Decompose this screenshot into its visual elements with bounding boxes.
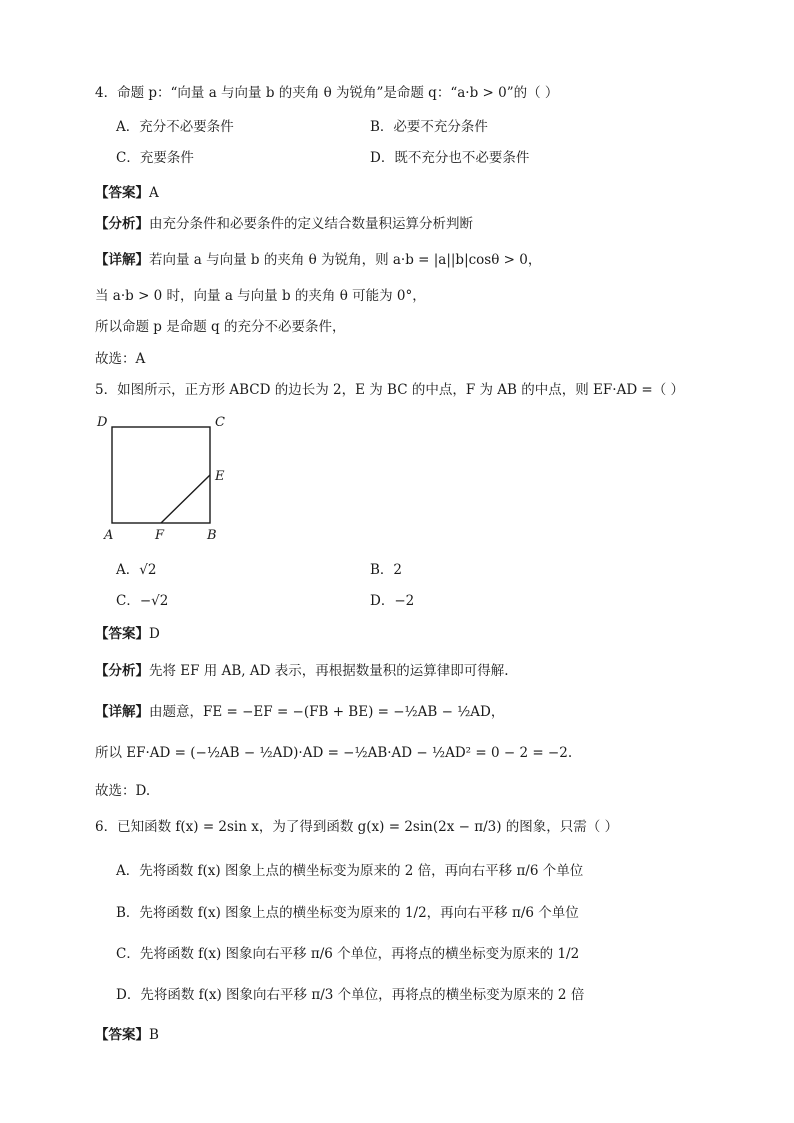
square-abcd [112, 427, 210, 523]
segment-ef [161, 475, 210, 523]
analysis-label: 【分析】 [95, 216, 149, 232]
q4-analysis [95, 215, 473, 233]
analysis-label: 【分析】 [95, 663, 149, 679]
answer-label: 【答案】 [95, 185, 149, 201]
label-c: C [215, 415, 225, 430]
label-a: A [104, 528, 114, 543]
q5-stem: 5．如图所示，正方形 ABCD 的边长为 2，E 为 BC 的中点，F 为 AB 的中点，则 EF·AD =（ ） [95, 382, 685, 398]
q5-analysis [95, 662, 509, 680]
answer-label: 【答案】 [95, 626, 149, 642]
q4-choice: 故选：A [95, 351, 146, 367]
q5-choice: 故选：D. [95, 783, 151, 799]
analysis-text: 由充分条件和必要条件的定义结合数量积运算分析判断 [149, 216, 473, 232]
q6-option-b: B．先将函数 f(x) 图象上点的横坐标变为原来的 1/2，再向右平移 π/6 个单位 [116, 905, 579, 921]
q4-answer [95, 184, 159, 202]
q4-option-d: D．既不充分也不必要条件 [370, 150, 530, 166]
q4-option-c: C．充要条件 [116, 150, 194, 166]
analysis-text: 先将 EF 用 AB, AD 表示，再根据数量积的运算律即可得解. [149, 663, 509, 679]
q6-option-a: A．先将函数 f(x) 图象上点的横坐标变为原来的 2 倍，再向右平移 π/6 个单位 [116, 863, 584, 879]
q4-option-b: B．必要不充分条件 [370, 119, 488, 135]
q6-option-c: C．先将函数 f(x) 图象向右平移 π/6 个单位，再将点的横坐标变为原来的 1/2 [116, 946, 580, 962]
q5-detail-1 [95, 703, 504, 721]
q4-detail-3: 所以命题 p 是命题 q 的充分不必要条件， [95, 319, 346, 335]
detail-label: 【详解】 [95, 704, 149, 720]
q4-detail-1 [95, 251, 541, 269]
label-d: D [97, 415, 108, 430]
label-b: B [207, 528, 217, 543]
q6-stem: 6．已知函数 f(x) = 2sin x，为了得到函数 g(x) = 2sin(2x − π/3) 的图象，只需（ ） [95, 819, 619, 835]
q5-detail-2: 所以 EF·AD = (−½AB − ½AD)·AD = −½AB·AD − ½AD² = 0 − 2 = −2. [95, 745, 573, 761]
label-f: F [155, 528, 165, 543]
answer-value: D [149, 626, 160, 642]
q6-option-d: D．先将函数 f(x) 图象向右平移 π/3 个单位，再将点的横坐标变为原来的 2 倍 [116, 987, 585, 1003]
q4-detail-2: 当 a·b > 0 时，向量 a 与向量 b 的夹角 θ 可能为 0°， [95, 288, 426, 304]
detail-text: 若向量 a 与向量 b 的夹角 θ 为锐角，则 a·b = |a||b|cosθ > 0， [149, 252, 542, 268]
q4-stem: 4．命题 p：“向量 a 与向量 b 的夹角 θ 为锐角”是命题 q：“a·b > 0”的（ ） [95, 85, 559, 101]
q5-option-a: A．√2 [116, 562, 157, 578]
q6-answer [95, 1026, 159, 1044]
square-diagram [95, 410, 235, 545]
q5-option-c: C．−√2 [116, 593, 169, 609]
q5-answer [95, 625, 160, 643]
q4-option-a: A．充分不必要条件 [116, 119, 234, 135]
answer-label: 【答案】 [95, 1027, 149, 1043]
answer-value: B [149, 1027, 159, 1043]
q5-option-d: D．−2 [370, 593, 415, 609]
detail-label: 【详解】 [95, 252, 149, 268]
detail-text: 由题意，FE = −EF = −(FB + BE) = −½AB − ½AD， [149, 704, 505, 720]
label-e: E [215, 469, 225, 484]
answer-value: A [149, 185, 159, 201]
q5-option-b: B．2 [370, 562, 403, 578]
